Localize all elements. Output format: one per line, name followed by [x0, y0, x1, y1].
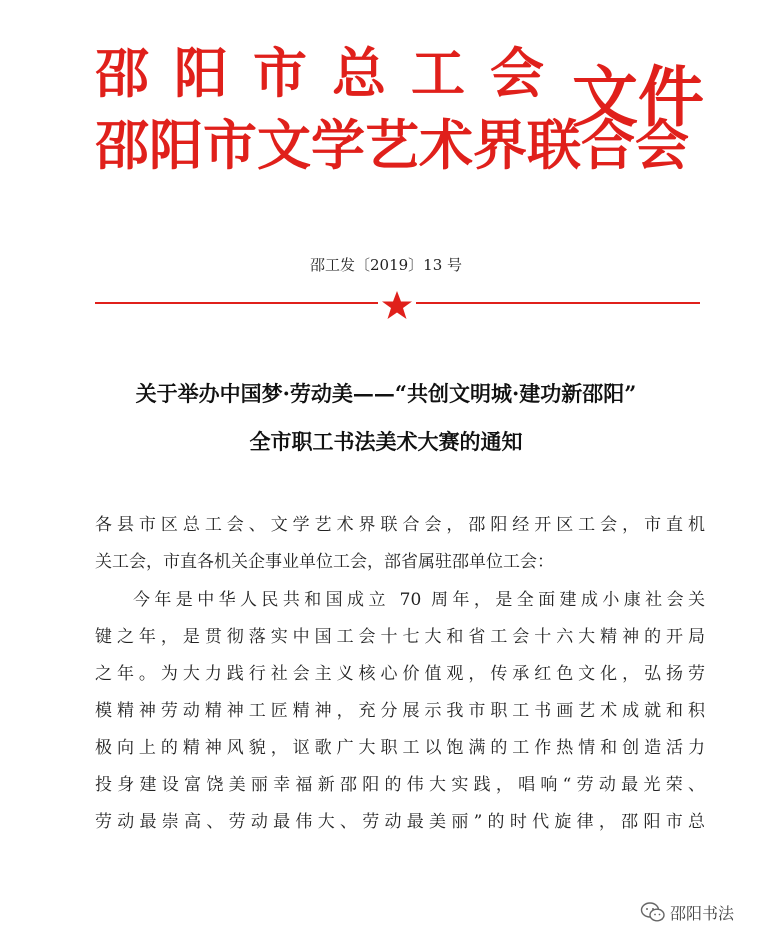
body-line: 各县市区总工会、文学艺术界联合会，邵阳经开区工会，市直机 — [95, 515, 705, 535]
body-line: 关工会，市直各机关企事业单位工会，部省属驻邵单位工会： — [95, 552, 554, 572]
issuer-line-2: 邵阳市文学艺术界联合会 — [95, 114, 689, 177]
body-line: 键之年，是贯彻落实中国工会十七大和省工会十六大精神的开局 — [95, 627, 705, 647]
body-line: 之年。为大力践行社会主义核心价值观，传承红色文化，弘扬劳 — [95, 664, 705, 684]
notice-title-line-1: 关于举办中国梦·劳动美——“共创文明城·建功新邵阳” — [135, 381, 637, 406]
notice-title-line-2: 全市职工书法美术大赛的通知 — [249, 429, 523, 454]
body-line: 模精神劳动精神工匠精神，充分展示我市职工书画艺术成就和积 — [95, 701, 705, 721]
body-line: 投身建设富饶美丽幸福新邵阳的伟大实践，唱响“劳动最光荣、 — [95, 775, 705, 795]
document-number: 邵工发〔2019〕13 号 — [309, 256, 463, 274]
wechat-icon — [640, 901, 666, 923]
red-divider-left — [95, 302, 378, 304]
issuer-line-1: 邵阳市总工会 — [95, 42, 569, 105]
wechat-watermark — [640, 898, 734, 926]
body-line: 极向上的精神风貌，讴歌广大职工以饱满的工作热情和创造活力 — [95, 738, 705, 758]
document-word: 文件 — [572, 59, 704, 136]
watermark-text: 邵阳书法 — [670, 903, 735, 923]
star-icon — [378, 290, 416, 320]
body-line: 今年是中华人民共和国成立 70 周年，是全面建成小康社会关 — [133, 590, 705, 610]
body-line: 劳动最崇高、劳动最伟大、劳动最美丽”的时代旋律，邵阳市总 — [95, 812, 705, 832]
red-divider-right — [416, 302, 700, 304]
